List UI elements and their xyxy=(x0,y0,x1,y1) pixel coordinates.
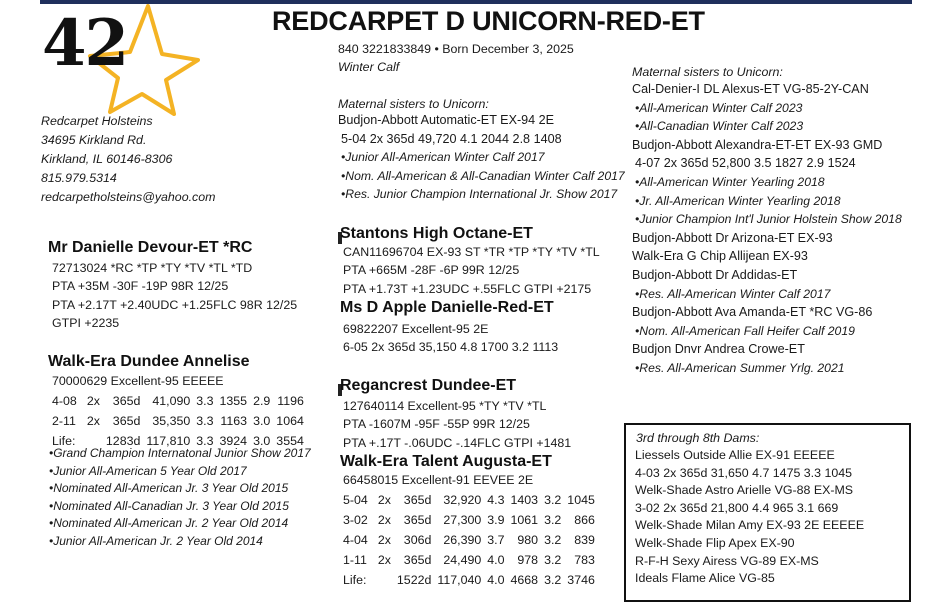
record-cell: 3746 xyxy=(567,573,595,587)
granddam-details xyxy=(343,320,558,357)
honor-item: •Nominated All-Canadian Jr. 3 Year Old 2015 xyxy=(49,498,289,513)
record-row xyxy=(52,412,306,430)
dam-records-table xyxy=(50,390,308,452)
record-cell: 2-11 xyxy=(52,414,76,428)
great-granddam-class: 66458015 Excellent-91 EEVEE 2E xyxy=(343,473,534,487)
record-cell: 35,350 xyxy=(152,414,191,428)
record-cell: 2x xyxy=(86,414,100,428)
honor-item: •Nominated All-American Jr. 2 Year Old 2014 xyxy=(49,516,289,531)
honor-item: •Junior All-American 5 Year Old 2017 xyxy=(49,463,247,478)
record-cell: 3.2 xyxy=(544,573,562,587)
record-cell: 3.0 xyxy=(253,434,271,448)
sire-name: Mr Danielle Devour-ET *RC xyxy=(48,239,253,256)
dam-class-line: 70000629 Excellent-95 EEEEE xyxy=(52,374,224,388)
record-cell: 4-08 xyxy=(52,394,77,408)
animal-name: Ideals Flame Alice VG-85 xyxy=(635,571,775,586)
record-cell xyxy=(376,571,393,589)
lot-number: 42 xyxy=(42,6,128,81)
dam-sire-name: Stantons High Octane-ET xyxy=(340,225,533,242)
detail-line: PTA +1.73T +1.23UDC +.55FLC GTPI +2175 xyxy=(343,281,592,296)
detail-line: PTA +665M -28F -6P 99R 12/25 xyxy=(343,263,520,278)
record-row xyxy=(343,551,597,569)
record-cell: Life: xyxy=(343,573,367,587)
animal-name: Welk-Shade Flip Apex EX-90 xyxy=(635,535,795,550)
honor-item: •All-American Winter Calf 2023 xyxy=(635,100,803,115)
honor-item: •Junior Champion Int'l Junior Holstein Show 2018 xyxy=(635,212,902,227)
great-granddam-name: Walk-Era Talent Augusta-ET xyxy=(340,453,552,470)
record-row xyxy=(343,511,597,529)
animal-name: Budjon-Abbott Dr Addidas-ET xyxy=(632,267,798,282)
consignor-email: redcarpetholsteins@yahoo.com xyxy=(41,190,216,204)
record-cell: 2x xyxy=(86,394,100,408)
record-line: 4-03 2x 365d 31,650 4.7 1475 3.3 1045 xyxy=(635,465,853,480)
record-cell: 2x xyxy=(377,513,391,527)
dam-name: Walk-Era Dundee Annelise xyxy=(48,353,250,370)
record-cell: 365d xyxy=(403,493,432,507)
consignor-name: Redcarpet Holsteins xyxy=(41,114,153,128)
honor-item: •Res. Junior Champion International Jr. Show 2017 xyxy=(341,187,618,202)
animal-name: Budjon Dnvr Andrea Crowe-ET xyxy=(632,342,805,357)
record-cell: 783 xyxy=(574,553,595,567)
record-cell: 980 xyxy=(517,533,539,547)
record-cell: Life: xyxy=(52,434,76,448)
record-cell: 2x xyxy=(377,533,391,547)
record-cell: 4-04 xyxy=(343,533,368,547)
detail-line: 127640114 Excellent-95 *TY *TV *TL xyxy=(343,399,547,413)
honor-item: •All-American Winter Yearling 2018 xyxy=(635,174,825,189)
honor-item: •Grand Champion Internatonal Junior Show 2017 xyxy=(49,446,311,460)
record-cell: 1045 xyxy=(567,493,595,507)
record-cell: 1163 xyxy=(220,414,248,428)
dam-sire-details xyxy=(343,243,600,298)
record-cell: 3.7 xyxy=(487,533,505,547)
record-row xyxy=(343,571,597,589)
dams-box xyxy=(624,423,911,602)
honor-item: •Nom. All-American Fall Heifer Calf 2019 xyxy=(635,323,855,338)
record-line: 3-02 2x 365d 21,800 4.4 965 3.1 669 xyxy=(635,500,839,515)
animal-name: R-F-H Sexy Airess VG-89 EX-MS xyxy=(635,553,819,568)
record-cell: 3.0 xyxy=(253,414,271,428)
record-cell: 365d xyxy=(403,513,432,527)
sister-name: Budjon-Abbott Automatic-ET EX-94 2E xyxy=(338,113,555,127)
great-granddam-records-table xyxy=(341,489,599,591)
record-cell: 1196 xyxy=(277,394,304,408)
animal-name: Welk-Shade Milan Amy EX-93 2E EEEEE xyxy=(635,518,865,533)
record-cell: 117,040 xyxy=(437,573,482,587)
record-cell: 3.2 xyxy=(544,533,562,547)
granddam-sire-name: Regancrest Dundee-ET xyxy=(340,377,517,394)
detail-line: CAN11696704 EX-93 ST *TR *TP *TY *TV *TL xyxy=(343,245,600,259)
record-cell: 1064 xyxy=(276,414,304,428)
record-cell: 3.3 xyxy=(196,434,214,448)
record-row xyxy=(343,531,597,549)
honor-item: •Res. All-American Summer Yrlg. 2021 xyxy=(635,360,845,375)
record-cell: 4.0 xyxy=(487,553,505,567)
detail-line: 69822207 Excellent-95 2E xyxy=(343,322,489,336)
sisters-b-block xyxy=(632,80,902,378)
honor-item: •Nominated All-American Jr. 3 Year Old 2015 xyxy=(49,481,289,496)
record-cell: 117,810 xyxy=(146,434,191,448)
consignor-address: 34695 Kirkland Rd. xyxy=(41,133,147,147)
record-cell: 3924 xyxy=(219,434,248,448)
animal-name: Budjon-Abbott Alexandra-ET-ET EX-93 GMD xyxy=(632,137,883,152)
record-row xyxy=(343,491,597,509)
sire-line: PTA +35M -30F -19P 98R 12/25 xyxy=(52,279,229,294)
record-cell: 1403 xyxy=(510,493,539,507)
record-cell: 4.3 xyxy=(487,493,505,507)
record-cell: 1061 xyxy=(510,513,539,527)
record-cell: 365d xyxy=(112,394,141,408)
record-cell: 2.9 xyxy=(253,394,271,408)
animal-class: Winter Calf xyxy=(338,60,400,74)
sire-line: PTA +2.17T +2.40UDC +1.25FLC 98R 12/25 xyxy=(52,297,298,312)
record-line: 4-07 2x 365d 52,800 3.5 1827 2.9 1524 xyxy=(635,156,856,171)
sire-details xyxy=(52,259,297,333)
record-cell: 2x xyxy=(377,493,391,507)
animal-name: Cal-Denier-I DL Alexus-ET VG-85-2Y-CAN xyxy=(632,82,869,96)
sister-record: 5-04 2x 365d 49,720 4.1 2044 2.8 1408 xyxy=(341,131,562,146)
granddam-sire-details xyxy=(343,397,571,452)
record-cell: 1283d xyxy=(105,434,141,448)
sisters-heading: Maternal sisters to Unicorn: xyxy=(632,65,783,79)
dam-honors xyxy=(49,445,311,551)
detail-line: PTA +.17T -.06UDC -.14FLC GTPI +1481 xyxy=(343,435,572,450)
record-cell: 839 xyxy=(574,533,595,547)
record-cell: 866 xyxy=(574,513,595,527)
record-cell: 3.2 xyxy=(544,513,562,527)
record-cell: 3.2 xyxy=(544,493,562,507)
honor-item: •All-Canadian Winter Calf 2023 xyxy=(635,119,804,134)
record-cell: 27,300 xyxy=(443,513,482,527)
page-title: REDCARPET D UNICORN-RED-ET xyxy=(272,6,705,36)
animal-name: Liessels Outside Allie EX-91 EEEEE xyxy=(635,448,835,462)
animal-name: Budjon-Abbott Dr Arizona-ET EX-93 xyxy=(632,230,833,245)
sisters-heading: Maternal sisters to Unicorn: xyxy=(338,97,489,111)
consignor-block xyxy=(41,112,215,207)
animal-id-line: 840 3221833849 • Born December 3, 2025 xyxy=(338,42,574,56)
record-cell: 365d xyxy=(112,414,141,428)
record-cell: 3-02 xyxy=(343,513,368,527)
animal-name: Walk-Era G Chip Allijean EX-93 xyxy=(632,249,808,264)
honor-item: •Junior All-American Jr. 2 Year Old 2014 xyxy=(49,533,263,548)
record-cell: 24,490 xyxy=(443,553,482,567)
record-cell: 3.9 xyxy=(487,513,505,527)
sire-line: 72713024 *RC *TP *TY *TV *TL *TD xyxy=(52,261,253,275)
record-cell: 1522d xyxy=(396,573,432,587)
record-cell: 4668 xyxy=(510,573,539,587)
dams-box-heading: 3rd through 8th Dams: xyxy=(636,431,760,445)
record-cell: 306d xyxy=(403,533,432,547)
record-row xyxy=(52,392,306,410)
detail-line: PTA -1607M -95F -55P 99R 12/25 xyxy=(343,417,530,432)
record-cell: 32,920 xyxy=(443,493,482,507)
record-cell: 4.0 xyxy=(487,573,505,587)
honor-item: •Nom. All-American & All-Canadian Winter Calf 2017 xyxy=(341,168,625,183)
honor-item: •Junior All-American Winter Calf 2017 xyxy=(341,150,545,165)
record-cell: 2x xyxy=(377,553,391,567)
record-cell: 1355 xyxy=(219,394,248,408)
record-cell: 3.3 xyxy=(196,414,214,428)
sire-line: GTPI +2235 xyxy=(52,316,120,331)
consignor-phone: 815.979.5314 xyxy=(41,171,117,185)
record-cell: 3554 xyxy=(276,434,304,448)
detail-line: 6-05 2x 365d 35,150 4.8 1700 3.2 1113 xyxy=(343,340,559,355)
animal-name: Budjon-Abbott Ava Amanda-ET *RC VG-86 xyxy=(632,305,873,320)
consignor-city: Kirkland, IL 60146-8306 xyxy=(41,152,173,166)
granddam-name: Ms D Apple Danielle-Red-ET xyxy=(340,299,554,316)
honor-item: •Jr. All-American Winter Yearling 2018 xyxy=(635,193,841,208)
record-cell: 3.2 xyxy=(544,553,562,567)
record-cell: 978 xyxy=(517,553,539,567)
record-cell: 1-11 xyxy=(343,553,367,567)
record-cell: 41,090 xyxy=(152,394,191,408)
animal-name: Welk-Shade Astro Arielle VG-88 EX-MS xyxy=(635,483,854,498)
record-cell: 3.3 xyxy=(196,394,214,408)
record-cell: 5-04 xyxy=(343,493,368,507)
record-cell: 365d xyxy=(403,553,432,567)
dams-list xyxy=(635,447,864,588)
honor-item: •Res. All-American Winter Calf 2017 xyxy=(635,286,831,301)
record-cell: 26,390 xyxy=(443,533,482,547)
sisters-a-block xyxy=(338,111,625,204)
